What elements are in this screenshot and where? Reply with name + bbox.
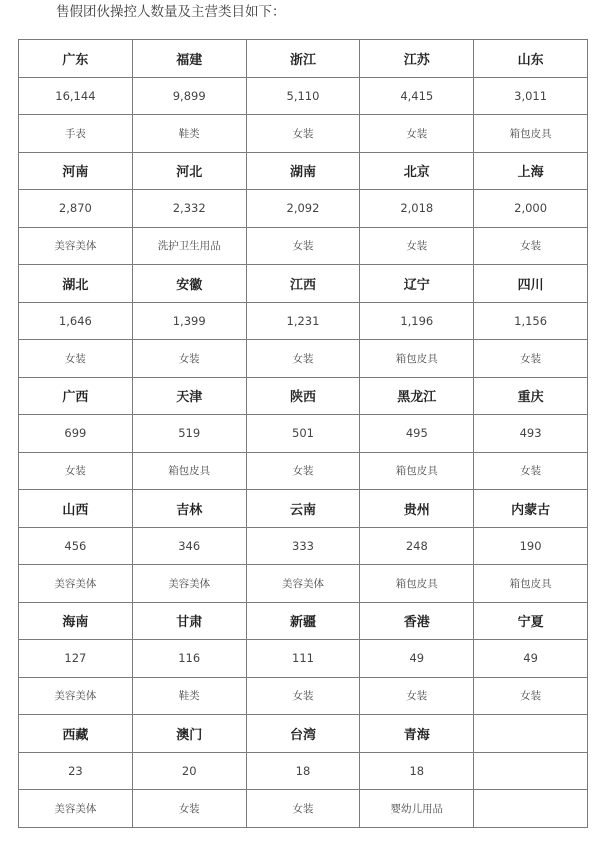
category-cell: 婴幼儿用品 bbox=[360, 790, 474, 828]
category-row bbox=[19, 790, 588, 828]
province-table bbox=[18, 39, 588, 828]
count-cell: 1,231 bbox=[246, 302, 360, 340]
category-cell: 箱包皮具 bbox=[474, 565, 588, 603]
province-row bbox=[19, 265, 588, 303]
count-cell: 699 bbox=[19, 415, 133, 453]
province-table-body bbox=[19, 40, 588, 828]
count-cell: 2,018 bbox=[360, 190, 474, 228]
count-cell: 23 bbox=[19, 752, 133, 790]
category-row bbox=[19, 340, 588, 378]
count-cell: 493 bbox=[474, 415, 588, 453]
category-cell: 手表 bbox=[19, 115, 133, 153]
province-row bbox=[19, 602, 588, 640]
count-cell: 1,399 bbox=[132, 302, 246, 340]
count-cell: 1,196 bbox=[360, 302, 474, 340]
category-row bbox=[19, 677, 588, 715]
count-cell: 116 bbox=[132, 640, 246, 678]
category-cell: 女装 bbox=[246, 115, 360, 153]
province-name-cell: 吉林 bbox=[132, 490, 246, 528]
count-row bbox=[19, 302, 588, 340]
category-cell: 女装 bbox=[474, 677, 588, 715]
province-name-cell: 上海 bbox=[474, 152, 588, 190]
province-row bbox=[19, 490, 588, 528]
count-cell: 3,011 bbox=[474, 77, 588, 115]
count-cell: 20 bbox=[132, 752, 246, 790]
province-name-cell: 澳门 bbox=[132, 715, 246, 753]
category-cell: 女装 bbox=[246, 452, 360, 490]
category-cell: 女装 bbox=[360, 677, 474, 715]
province-name-cell: 江西 bbox=[246, 265, 360, 303]
province-row bbox=[19, 377, 588, 415]
category-row bbox=[19, 115, 588, 153]
province-name-cell bbox=[474, 715, 588, 753]
category-cell: 箱包皮具 bbox=[474, 115, 588, 153]
province-name-cell: 香港 bbox=[360, 602, 474, 640]
province-name-cell: 四川 bbox=[474, 265, 588, 303]
province-name-cell: 山西 bbox=[19, 490, 133, 528]
province-name-cell: 宁夏 bbox=[474, 602, 588, 640]
category-cell bbox=[474, 790, 588, 828]
count-cell: 5,110 bbox=[246, 77, 360, 115]
province-name-cell: 贵州 bbox=[360, 490, 474, 528]
category-cell: 箱包皮具 bbox=[360, 340, 474, 378]
count-cell: 49 bbox=[474, 640, 588, 678]
province-name-cell: 北京 bbox=[360, 152, 474, 190]
count-cell: 333 bbox=[246, 527, 360, 565]
category-cell: 箱包皮具 bbox=[360, 565, 474, 603]
category-cell: 女装 bbox=[132, 790, 246, 828]
category-cell: 鞋类 bbox=[132, 115, 246, 153]
province-name-cell: 云南 bbox=[246, 490, 360, 528]
count-cell: 1,646 bbox=[19, 302, 133, 340]
category-cell: 美容美体 bbox=[19, 227, 133, 265]
count-cell: 18 bbox=[246, 752, 360, 790]
category-cell: 女装 bbox=[246, 677, 360, 715]
category-cell: 女装 bbox=[246, 340, 360, 378]
province-name-cell: 湖南 bbox=[246, 152, 360, 190]
province-row bbox=[19, 40, 588, 78]
province-name-cell: 天津 bbox=[132, 377, 246, 415]
province-name-cell: 福建 bbox=[132, 40, 246, 78]
count-cell: 2,332 bbox=[132, 190, 246, 228]
category-row bbox=[19, 227, 588, 265]
category-cell: 女装 bbox=[474, 340, 588, 378]
province-name-cell: 青海 bbox=[360, 715, 474, 753]
category-cell: 女装 bbox=[246, 227, 360, 265]
category-cell: 鞋类 bbox=[132, 677, 246, 715]
province-name-cell: 河北 bbox=[132, 152, 246, 190]
count-cell: 2,000 bbox=[474, 190, 588, 228]
count-cell: 501 bbox=[246, 415, 360, 453]
province-name-cell: 江苏 bbox=[360, 40, 474, 78]
count-row bbox=[19, 527, 588, 565]
province-name-cell: 西藏 bbox=[19, 715, 133, 753]
province-name-cell: 安徽 bbox=[132, 265, 246, 303]
province-name-cell: 黑龙江 bbox=[360, 377, 474, 415]
intro-text: 售假团伙操控人数量及主营类目如下： bbox=[56, 4, 286, 20]
count-cell: 346 bbox=[132, 527, 246, 565]
count-cell: 9,899 bbox=[132, 77, 246, 115]
count-cell bbox=[474, 752, 588, 790]
category-cell: 女装 bbox=[132, 340, 246, 378]
province-name-cell: 广东 bbox=[19, 40, 133, 78]
province-name-cell: 浙江 bbox=[246, 40, 360, 78]
count-cell: 16,144 bbox=[19, 77, 133, 115]
count-cell: 127 bbox=[19, 640, 133, 678]
count-row bbox=[19, 752, 588, 790]
category-cell: 美容美体 bbox=[19, 790, 133, 828]
category-cell: 女装 bbox=[246, 790, 360, 828]
province-name-cell: 新疆 bbox=[246, 602, 360, 640]
count-cell: 456 bbox=[19, 527, 133, 565]
category-cell: 美容美体 bbox=[132, 565, 246, 603]
count-cell: 2,092 bbox=[246, 190, 360, 228]
province-name-cell: 广西 bbox=[19, 377, 133, 415]
category-cell: 女装 bbox=[360, 115, 474, 153]
category-cell: 洗护卫生用品 bbox=[132, 227, 246, 265]
category-row bbox=[19, 452, 588, 490]
category-cell: 女装 bbox=[474, 227, 588, 265]
province-name-cell: 陕西 bbox=[246, 377, 360, 415]
category-row bbox=[19, 565, 588, 603]
category-cell: 美容美体 bbox=[19, 565, 133, 603]
category-cell: 女装 bbox=[19, 340, 133, 378]
category-cell: 箱包皮具 bbox=[132, 452, 246, 490]
category-cell: 女装 bbox=[474, 452, 588, 490]
province-name-cell: 湖北 bbox=[19, 265, 133, 303]
count-cell: 111 bbox=[246, 640, 360, 678]
count-cell: 49 bbox=[360, 640, 474, 678]
province-name-cell: 辽宁 bbox=[360, 265, 474, 303]
count-cell: 2,870 bbox=[19, 190, 133, 228]
province-name-cell: 海南 bbox=[19, 602, 133, 640]
category-cell: 美容美体 bbox=[19, 677, 133, 715]
count-cell: 495 bbox=[360, 415, 474, 453]
count-cell: 1,156 bbox=[474, 302, 588, 340]
province-row bbox=[19, 152, 588, 190]
category-cell: 女装 bbox=[360, 227, 474, 265]
count-row bbox=[19, 640, 588, 678]
province-name-cell: 重庆 bbox=[474, 377, 588, 415]
province-name-cell: 甘肃 bbox=[132, 602, 246, 640]
count-cell: 519 bbox=[132, 415, 246, 453]
count-cell: 248 bbox=[360, 527, 474, 565]
count-row bbox=[19, 77, 588, 115]
province-name-cell: 内蒙古 bbox=[474, 490, 588, 528]
province-name-cell: 山东 bbox=[474, 40, 588, 78]
count-row bbox=[19, 190, 588, 228]
count-row bbox=[19, 415, 588, 453]
category-cell: 美容美体 bbox=[246, 565, 360, 603]
count-cell: 18 bbox=[360, 752, 474, 790]
category-cell: 女装 bbox=[19, 452, 133, 490]
province-name-cell: 河南 bbox=[19, 152, 133, 190]
count-cell: 190 bbox=[474, 527, 588, 565]
category-cell: 箱包皮具 bbox=[360, 452, 474, 490]
province-row bbox=[19, 715, 588, 753]
count-cell: 4,415 bbox=[360, 77, 474, 115]
province-name-cell: 台湾 bbox=[246, 715, 360, 753]
